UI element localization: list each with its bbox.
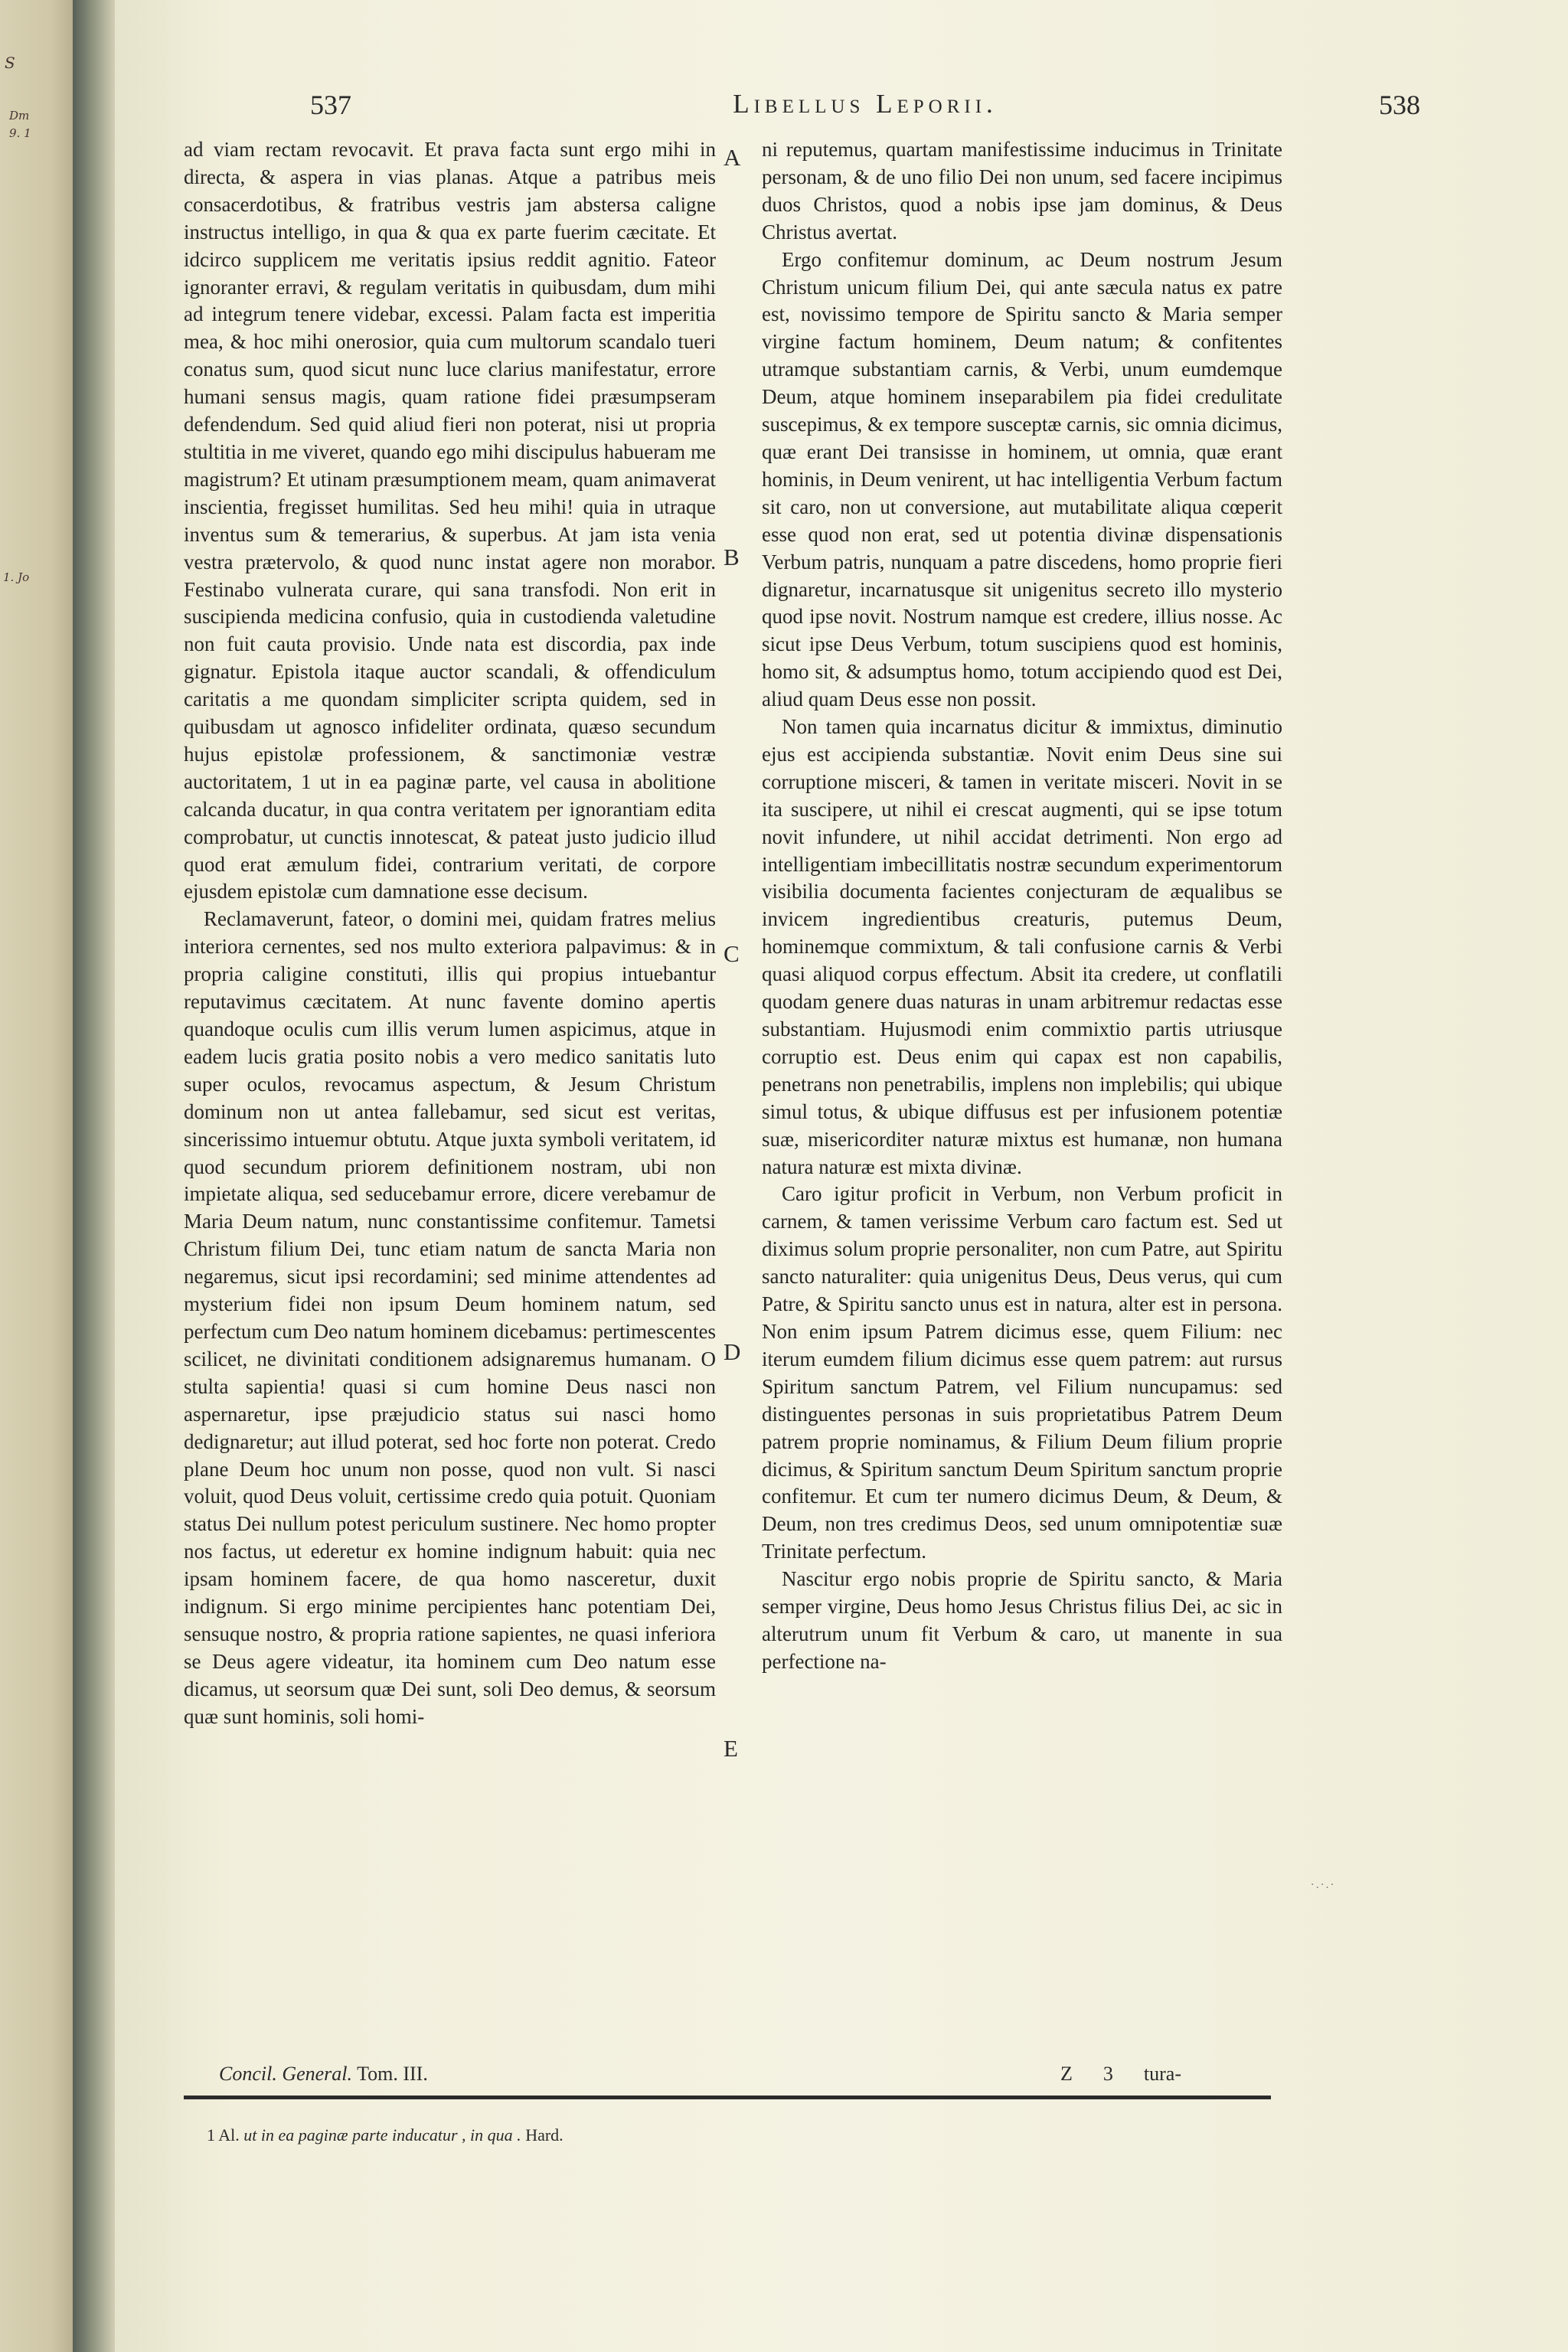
- page-number-right: 538: [1379, 90, 1420, 120]
- page-gutter-shadow: [73, 0, 117, 2352]
- section-marker: B: [724, 544, 740, 570]
- signature-number: 3: [1102, 2063, 1113, 2085]
- signature-tome: Tom. III.: [357, 2063, 428, 2085]
- footnote-text: ut in ea paginæ parte inducatur , in qua .: [243, 2125, 521, 2145]
- paragraph: Ergo confitemur dominum, ac Deum nostrum Jesum Christum unicum filium Dei, qui ante sæcula natus ex patre est, novissimo tempore de Spiritu sancto & Maria semper virgine factum hominem, Deum natum; & confitentes utramque substantiam carnis, & Verbi, unum eumdemque Deum, atque hominem inseparabilem pia fidei credulitate suscepimus, & ex tempore susceptæ carnis, sic omnia dicimus, quæ erant Dei transisse in hominem, ut omnia, quæ erant hominis, in Deum venirent, ut hac intelligentia Verbum factum sit caro, non ut conversione, aut mutabilitate aliqua cœperit esse quod non erat, sed ut potentia divinæ dispensationis Verbum patris, nunquam a patre discedens, homo proprie fieri dignaretur, incarnatusque sit unigenitus secreto illo mysterio quod ipse novit. Nostrum namque est credere, illius nosse. Ac sicut ipse Deus Verbum, totum suscipiens quod est hominis, homo sit, & adsumptus homo, totum accipiendo quod est Dei, aliud quam Deus esse non possit.: [762, 247, 1282, 711]
- running-head: [310, 89, 1420, 135]
- running-title: Libellus Leporii.: [733, 89, 998, 119]
- footnote-rule: [184, 2096, 1271, 2099]
- paragraph: ad viam rectam revocavit. Et prava facta sunt ergo mihi in directa, & aspera in vias planas. Atque a patribus meis consacerdotibus, & fratribus vestris jam abstersa caligne instructus intelligo, in qua & qua ex parte fuerim cæcitate. Et idcirco supplicem me veritatis ipsius reddit agnitio. Fateor ignoranter erravi, & regulam veritatis in quibusdam, dum mihi ad integrum tenere videbar, excessi. Palam facta est imperitia mea, & hoc mihi onerosior, quia cum multorum scandalo tueri conatus sum, quod sicut nunc luce clarius manifestatur, errore humani sensus magis, quam ratione fidei præsumpseram defendendum. Sed quid aliud fieri non poterat, nisi ut propria stultitia in me viveret, quando ego mihi discipulus habueram me magistrum? Et utinam præsumptionem meam, quam animaverat inscientia, fregisset humilitas. Sed heu mihi! quia in utraque inventus sum & temerarius, & superbus. At jam ista venia vestra prætervolo, & quod nunc instat agere non morabor. Festinabo vulnerata curare, qui sana transfodi. Non erit in suscipienda medicina confusio, quia in custodienda valetudine non fuit cauta provisio. Unde nata est discordia, pax inde gignatur. Epistola itaque auctor scandali, & offendiculum caritatis a me quondam simpliciter scripta quidem, sed in quibusdam ut agnosco infideliter ordinata, quæso secundum hujus epistolæ professionem, & sanctimoniæ vestræ auctoritatem, 1 ut in ea paginæ parte, vel causa in abolitione calcanda ducatur, in qua contra veritatem per ignorantiam edita comprobatur, ut cunctis innotescat, & pateat justo judicio illud quod erat æmulum fidei, contrarium veritati, de corpore ejusdem epistolæ cum damnatione esse decisum.: [184, 138, 716, 903]
- signature-letter: Z: [1060, 2063, 1073, 2085]
- signature-line: [219, 2063, 428, 2086]
- right-text-column: [762, 136, 1282, 1676]
- paragraph: ni reputemus, quartam manifestissime inducimus in Trinitate personam, & de uno filio Dei non unum, sed facere incipimus duos Christos, quod a nobis ipse jam dominus, & Deus Christus avertat.: [762, 138, 1282, 243]
- section-marker: E: [724, 1735, 738, 1762]
- paragraph: Non tamen quia incarnatus dicitur & immixtus, diminutio ejus est accipienda substantiæ. Novit enim Deus sine sui corruptione misceri, & tamen in veritate misceri. Novit in se ita suscipere, ut nihil ei crescat augmenti, qui se ipse totum novit infundere, ut nihil accidat detrimenti. Non ergo ad intelligentiam imbecillitatis nostræ secundum experimentorum visibilia documenta facientes conjecturam de æqualibus se invicem ingredientibus creaturis, putemus Deum, hominemque commixtum, & tali confusione carnis & Verbi quasi aliquod corpus effectum. Absit ita credere, ut conflatili quodam genere duas naturas in unam arbitremur redactas esse substantiam. Hujusmodi enim commixtio partis utriusque corruptio est. Deus enim qui capax est non capabilis, penetrans non penetrabilis, implens non implebilis; qui ubique simul totus, & ubique diffusus est per infusionem potentiæ suæ, misericorditer naturæ mixtus est humanæ, non humana natura naturæ est mixta divinæ.: [762, 715, 1282, 1178]
- margin-note: S: [5, 54, 15, 72]
- section-marker: A: [724, 144, 741, 171]
- page-number-left: 537: [310, 90, 351, 120]
- catchword: tura-: [1143, 2063, 1181, 2085]
- paragraph: Caro igitur proficit in Verbum, non Verbum proficit in carnem, & tamen verissime Verbum caro factum est. Sed ut diximus solum proprie personaliter, non cum Patre, aut Spiritu sancto naturaliter: quia unigenitus Deus, Deus verus, qui cum Patre, & Spiritu sancto unus est in natura, alter est in persona. Non enim ipsum Patrem dicimus esse, quem Filium: nec iterum eumdem filium dicimus esse quem patrem: aut rursus Spiritum sanctum Patrem, vel Filium nuncupamus: sed distinguentes personas in suis proprietatibus Patrem Deum patrem proprie nominamus, & Filium Deum filium proprie dicimus, & Spiritum sanctum Deum Spiritum sanctum proprie confitemur. Et cum ter numero dicimus Deum, & Deum, & Deum, non tres credimus Deos, sed unum omnipotentiæ suæ Trinitate perfectum.: [762, 1182, 1282, 1563]
- previous-page-strip: [0, 0, 73, 2352]
- signature-label: Concil. General.: [219, 2063, 353, 2085]
- ink-speck: ·.·.·: [1311, 1879, 1336, 1891]
- margin-note: 1. Jo: [3, 570, 30, 584]
- section-marker: C: [724, 940, 740, 967]
- margin-note: Dm: [9, 109, 30, 122]
- signature-mark: [1060, 2063, 1181, 2086]
- footnote-number: 1: [207, 2125, 215, 2145]
- footnote-prefix: Al.: [218, 2125, 240, 2145]
- footnote: [207, 2125, 564, 2145]
- footnote-source: Hard.: [525, 2125, 564, 2145]
- paragraph: Nascitur ergo nobis proprie de Spiritu sancto, & Maria semper virgine, Deus homo Jesus Christus filius Dei, ac sic in alterutrum unum fit Verbum & caro, ut manente in sua perfectione na-: [762, 1567, 1282, 1673]
- paragraph: Reclamaverunt, fateor, o domini mei, quidam fratres melius interiora cernentes, sed nos multo exteriora palpavimus: & in propria caligine constituti, illis qui propius intuebantur reputavimus cæcitatem. At nunc favente domino apertis quandoque oculis cum illis verum lumen aspicimus, atque in eadem lucis gratia posito nobis a vero medico sanitatis luto super oculos, revocamus aspectum, & Jesum Christum dominum non ut antea fallebamur, sed sicut est veritas, sincerissimo intuemur obtutu. Atque juxta symboli veritatem, id quod secundum priorem definitionem nostram, ubi non impietate aliqua, sed seducebamur errore, dicere verebamur de Maria Deum natum, nunc constantissime confitemur. Tametsi Christum filium Dei, tunc etiam natum de sancta Maria non negaremus, sicut ipsi recordamini; sed minime attendentes ad mysterium fidei non ipsum Deum hominem natum, sed perfectum cum Deo natum hominem dicebamus: pertimescentes scilicet, ne divinitati conditionem adsignaremus humanam. O stulta sapientia! quasi si cum homine Deus nasci non aspernaretur, ipse præjudicio status sui nasci homo dedignaretur; aut illud poterat, sed hoc forte non poterat. Credo plane Deum hoc unum non posse, quod non vult. Si nasci voluit, quod Deus voluit, certissime credo quia potuit. Quoniam status Dei nullum potest periculum sustinere. Nec homo propter nos factus, ut ederetur ex homine indignum habuit: quia nec ipsam hominem facere, de qua homo nasceretur, duxit indignum. Si ergo minime percipientes hanc potentiam Dei, sensuque nostro, & propria ratione sapientes, ne quasi inferiora se Deus agere videatur, ita hominem cum Deo natum esse dicamus, ut seorsum quæ Dei sunt, soli Deo demus, & seorsum quæ sunt hominis, soli homi-: [184, 907, 716, 1728]
- margin-note: 9. 1: [9, 126, 31, 140]
- left-text-column: [184, 136, 716, 1731]
- section-marker: D: [724, 1338, 741, 1365]
